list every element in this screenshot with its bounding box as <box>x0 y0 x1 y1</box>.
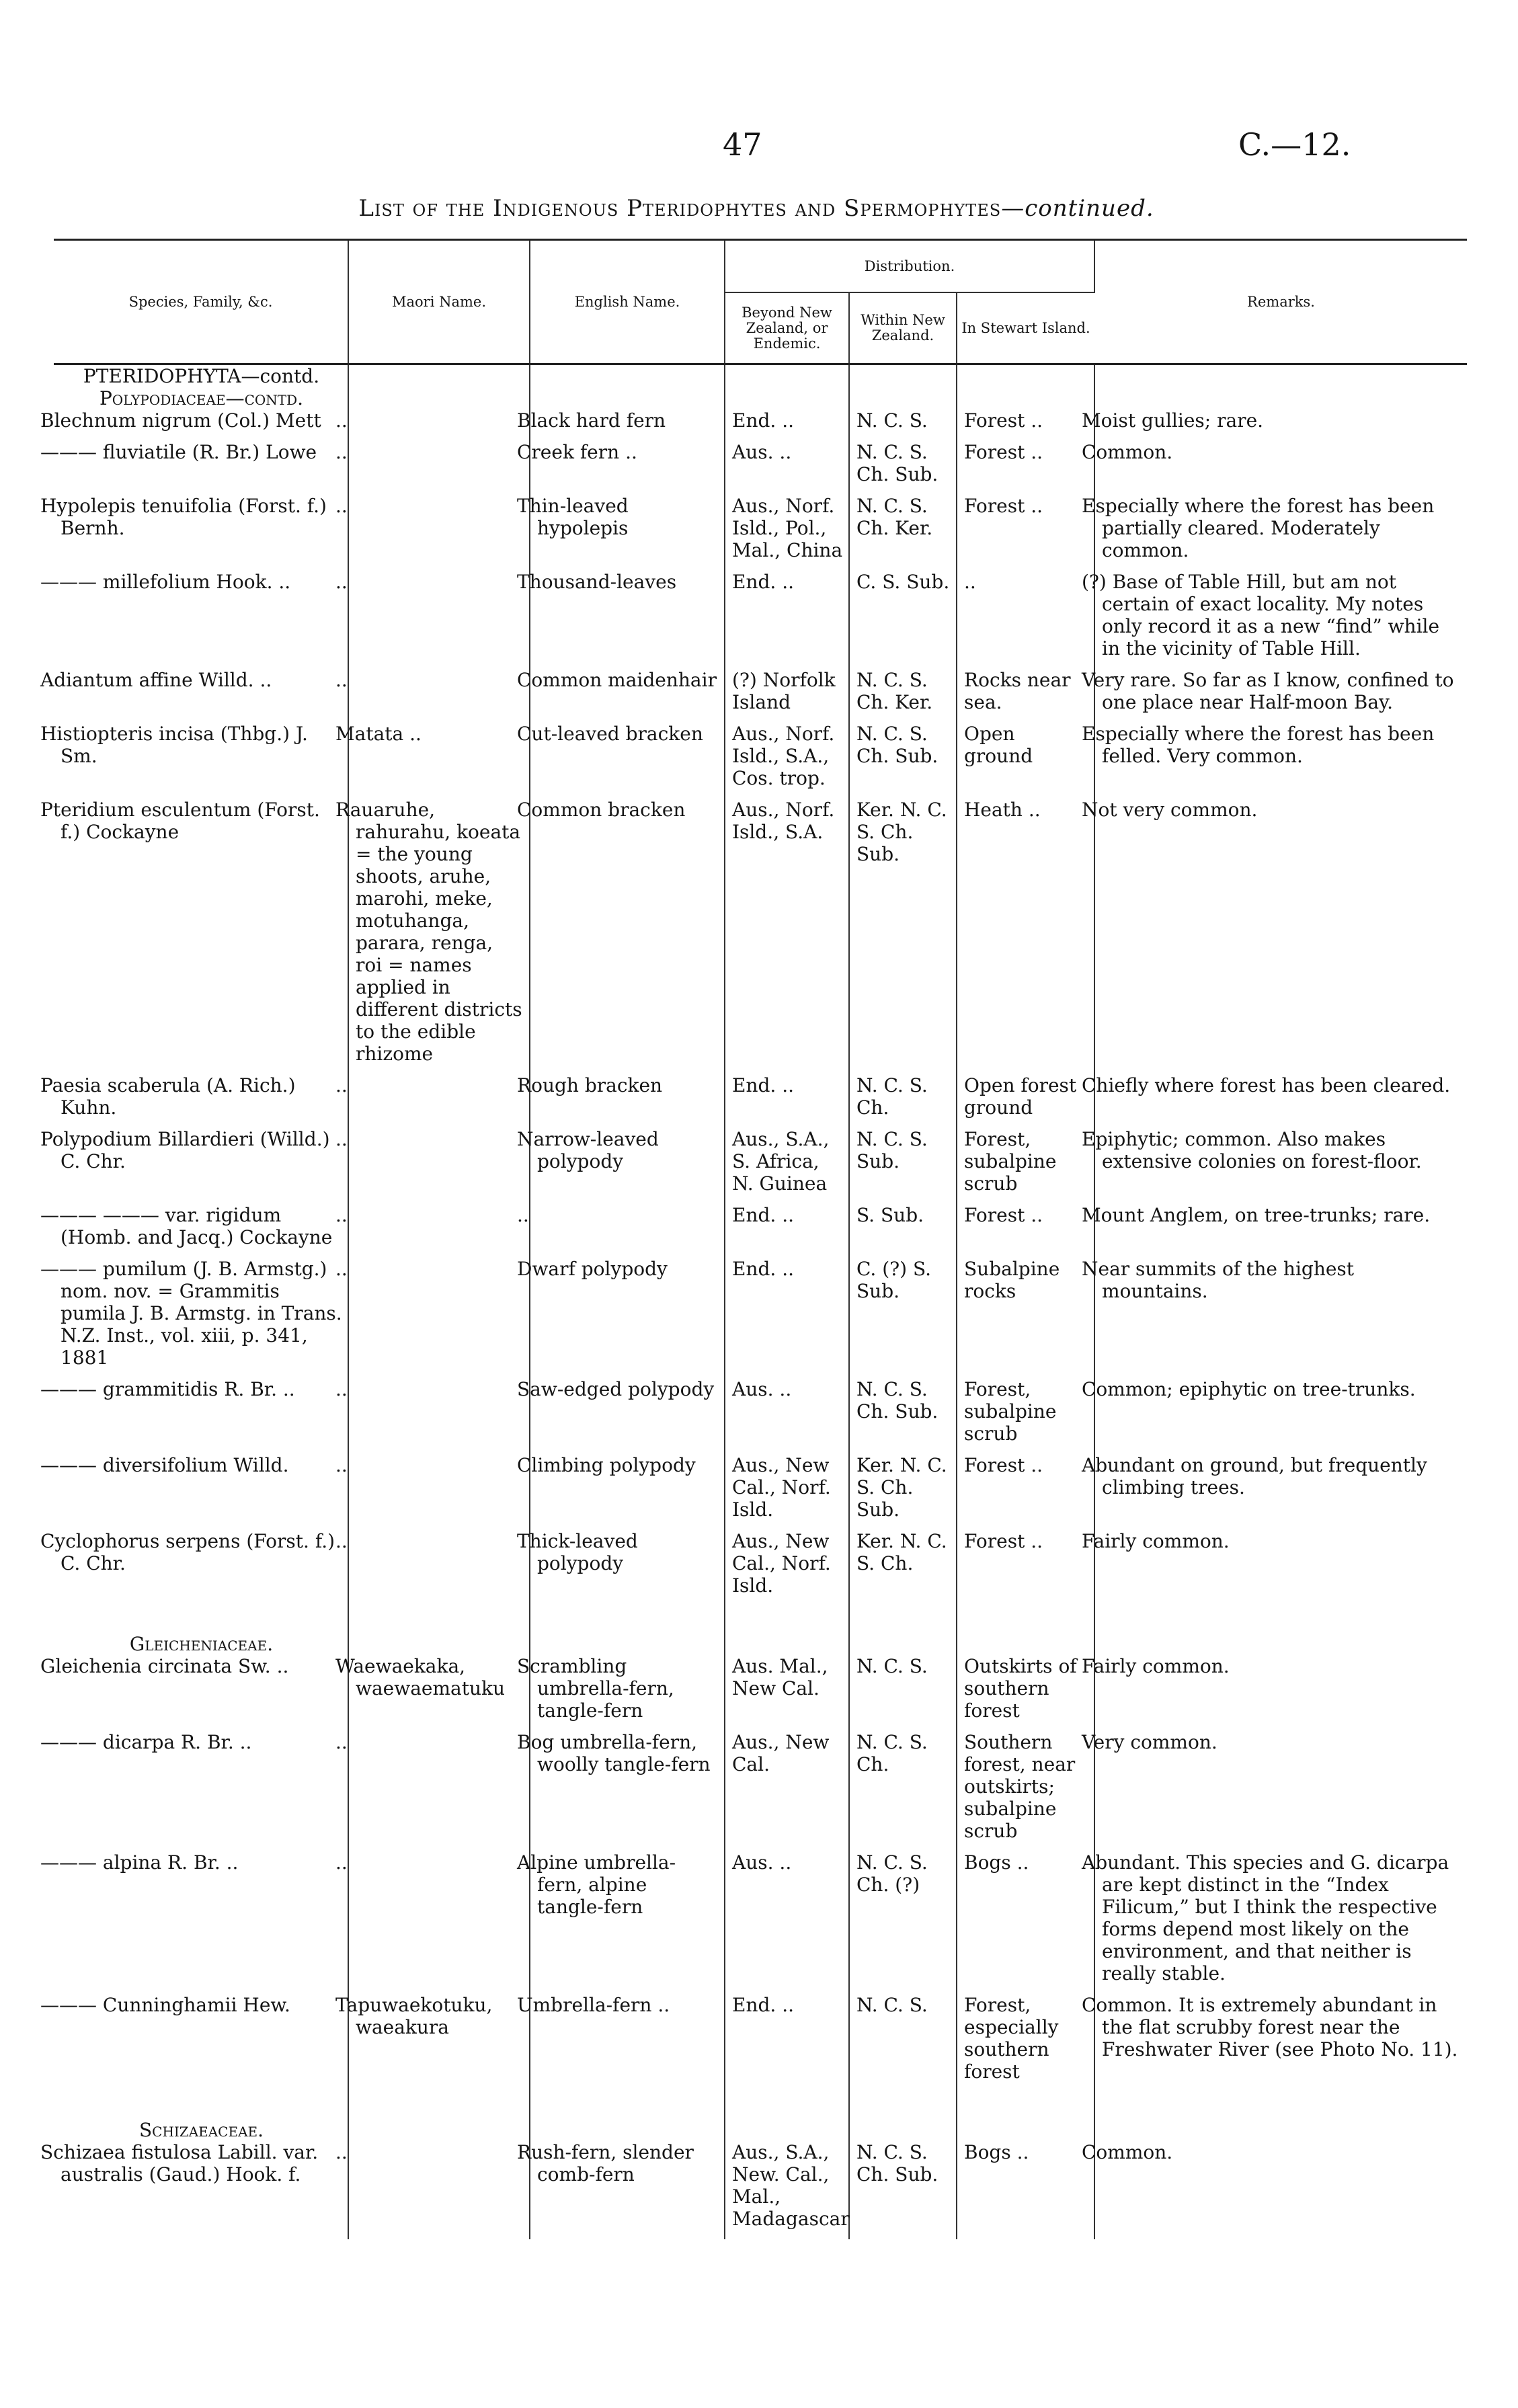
header-within: Within New Zealand. <box>849 292 957 364</box>
maori-name: Matata .. <box>348 723 530 789</box>
remarks: Mount Anglem, on tree-trunks; rare. <box>1082 1204 1431 1226</box>
table-row <box>54 571 1467 659</box>
maori-name: Waewaekaka, waewaematuku <box>348 1655 530 1722</box>
remarks: Common. <box>1082 441 1173 463</box>
distribution-beyond: Aus., Norf. Isld., S.A. <box>725 799 849 1065</box>
header-distribution: Distribution. <box>725 240 1094 293</box>
maori-name: .. <box>348 1258 530 1369</box>
remarks: Near summits of the highest mountains. <box>1082 1258 1355 1302</box>
remarks: Abundant on ground, but frequently climbing trees. <box>1082 1454 1427 1498</box>
report-reference: C.—12. <box>1238 126 1351 163</box>
distribution-beyond: Aus., Norf. Isld., S.A., Cos. trop. <box>725 723 849 789</box>
distribution-stewart: Forest .. <box>957 409 1094 432</box>
english-name: Climbing polypody <box>530 1454 725 1521</box>
maori-name: .. <box>348 1530 530 1597</box>
maori-name: .. <box>348 1851 530 1984</box>
distribution-within: N. C. S. Ch. Ker. <box>849 495 957 561</box>
remarks: Especially where the forest has been felled. Very common. <box>1082 723 1435 767</box>
distribution-beyond: Aus., S.A., S. Africa, N. Guinea <box>725 1128 849 1195</box>
distribution-within: Ker. N. C. S. Ch. Sub. <box>849 1454 957 1521</box>
distribution-stewart: Forest, subalpine scrub <box>957 1378 1094 1445</box>
distribution-stewart: .. <box>957 571 1094 659</box>
header-species: Species, Family, &c. <box>54 240 348 364</box>
table-row <box>54 1994 1467 2083</box>
distribution-beyond: End. .. <box>725 1204 849 1248</box>
english-name: Cut-leaved bracken <box>530 723 725 789</box>
distribution-stewart: Forest .. <box>957 441 1094 485</box>
english-name: Saw-edged polypody <box>530 1378 725 1445</box>
remarks: Abundant. This species and G. dicarpa are kept distinct in the “Index Filicum,” but I think the respective forms depend most likely on the environment, and that neither is really stable. <box>1082 1851 1449 1984</box>
distribution-beyond: End. .. <box>725 571 849 659</box>
maori-name: .. <box>348 1074 530 1119</box>
distribution-stewart: Bogs .. <box>957 2141 1094 2230</box>
table-body <box>40 364 1467 2240</box>
table-row <box>54 669 1467 713</box>
maori-name: .. <box>348 1731 530 1842</box>
distribution-within: S. Sub. <box>849 1204 957 1248</box>
remarks: Moist gullies; rare. <box>1082 409 1264 432</box>
english-name: Rough bracken <box>530 1074 725 1119</box>
english-name: Creek fern .. <box>530 441 725 485</box>
distribution-stewart: Heath .. <box>957 799 1094 1065</box>
distribution-within: C. S. Sub. <box>849 571 957 659</box>
distribution-stewart: Forest .. <box>957 495 1094 561</box>
species-name: Gleichenia circinata Sw. .. <box>54 1655 348 1722</box>
species-table <box>40 239 1467 2239</box>
distribution-within: C. (?) S. Sub. <box>849 1258 957 1369</box>
distribution-beyond: Aus., New Cal., Norf. Isld. <box>725 1454 849 1521</box>
maori-name: .. <box>348 1454 530 1521</box>
maori-name: .. <box>348 1378 530 1445</box>
distribution-beyond: End. .. <box>725 1258 849 1369</box>
english-name: Thick-leaved polypody <box>530 1530 725 1597</box>
distribution-stewart: Open forest ground <box>957 1074 1094 1119</box>
species-name: ——— millefolium Hook. .. <box>54 571 348 659</box>
page-number: 47 <box>723 126 762 163</box>
maori-name: .. <box>348 409 530 432</box>
english-name: Common bracken <box>530 799 725 1065</box>
species-name: ——— alpina R. Br. .. <box>54 1851 348 1984</box>
distribution-beyond: End. .. <box>725 409 849 432</box>
maori-name: .. <box>348 571 530 659</box>
page-title: List of the Indigenous Pteridophytes and Spermophytes—continued. <box>358 195 1154 222</box>
distribution-stewart: Outskirts of southern forest <box>957 1655 1094 1722</box>
species-name: ——— grammitidis R. Br. .. <box>54 1378 348 1445</box>
distribution-stewart: Bogs .. <box>957 1851 1094 1984</box>
species-name: Hypolepis tenuifolia (Forst. f.) Bernh. <box>54 495 348 561</box>
distribution-beyond: Aus., New Cal., Norf. Isld. <box>725 1530 849 1597</box>
distribution-within: N. C. S. <box>849 1655 957 1722</box>
english-name: Bog umbrella-fern, woolly tangle-fern <box>530 1731 725 1842</box>
table-row <box>54 1454 1467 1521</box>
distribution-stewart: Forest .. <box>957 1454 1094 1521</box>
distribution-within: Ker. N. C. S. Ch. <box>849 1530 957 1597</box>
maori-name: .. <box>348 1128 530 1195</box>
table-row <box>54 723 1467 789</box>
english-name: .. <box>530 1204 725 1248</box>
remarks: Very rare. So far as I know, confined to one place near Half-moon Bay. <box>1082 669 1454 713</box>
distribution-within: N. C. S. Ch. Sub. <box>849 1378 957 1445</box>
table-row <box>54 1074 1467 1119</box>
species-name: Polypodium Billardieri (Willd.) C. Chr. <box>54 1128 348 1195</box>
remarks: Common. It is extremely abundant in the flat scrubby forest near the Freshwater River (see Photo No. 11). <box>1082 1994 1458 2060</box>
table-row <box>54 1851 1467 1984</box>
distribution-within: N. C. S. <box>849 409 957 432</box>
distribution-within: N. C. S. <box>849 1994 957 2083</box>
table-row <box>54 2141 1467 2230</box>
species-name: Pteridium esculentum (Forst. f.) Cockayne <box>54 799 348 1065</box>
remarks: (?) Base of Table Hill, but am not certain of exact locality. My notes only record it as a new “find” while in the vicinity of Table Hill. <box>1082 571 1440 659</box>
remarks: Common; epiphytic on tree-trunks. <box>1082 1378 1416 1400</box>
distribution-within: N. C. S. Ch. Sub. <box>849 723 957 789</box>
family-heading: Polypodiaceae—contd. <box>54 387 348 409</box>
header-maori: Maori Name. <box>348 240 530 364</box>
english-name: Dwarf polypody <box>530 1258 725 1369</box>
table-row <box>54 1128 1467 1195</box>
distribution-beyond: End. .. <box>725 1994 849 2083</box>
english-name: Black hard fern <box>530 409 725 432</box>
table-row <box>54 441 1467 485</box>
species-name: Adiantum affine Willd. .. <box>54 669 348 713</box>
family-heading: Schizaeaceae. <box>54 2119 348 2141</box>
distribution-within: Ker. N. C. S. Ch. Sub. <box>849 799 957 1065</box>
distribution-stewart: Forest, especially southern forest <box>957 1994 1094 2083</box>
table-row <box>54 495 1467 561</box>
maori-name: .. <box>348 495 530 561</box>
distribution-stewart: Forest, subalpine scrub <box>957 1128 1094 1195</box>
species-name: Schizaea fistulosa Labill. var. australis (Gaud.) Hook. f. <box>54 2141 348 2230</box>
table-row <box>54 1204 1467 1248</box>
distribution-within: N. C. S. Ch. Sub. <box>849 441 957 485</box>
distribution-beyond: Aus., New Cal. <box>725 1731 849 1842</box>
distribution-stewart: Forest .. <box>957 1204 1094 1248</box>
remarks: Epiphytic; common. Also makes extensive colonies on forest-floor. <box>1082 1128 1422 1172</box>
english-name: Umbrella-fern .. <box>530 1994 725 2083</box>
table-row <box>54 1655 1467 1722</box>
distribution-beyond: Aus. .. <box>725 1378 849 1445</box>
distribution-stewart: Forest .. <box>957 1530 1094 1597</box>
english-name: Narrow-leaved polypody <box>530 1128 725 1195</box>
species-name: Cyclophorus serpens (Forst. f.) C. Chr. <box>54 1530 348 1597</box>
header-english: English Name. <box>530 240 725 364</box>
species-name: Histiopteris incisa (Thbg.) J. Sm. <box>54 723 348 789</box>
maori-name: .. <box>348 1204 530 1248</box>
table-row <box>54 1378 1467 1445</box>
english-name: Rush-fern, slender comb-fern <box>530 2141 725 2230</box>
distribution-beyond: Aus. .. <box>725 441 849 485</box>
species-name: Blechnum nigrum (Col.) Mett <box>54 409 348 432</box>
remarks: Not very common. <box>1082 799 1258 821</box>
distribution-beyond: End. .. <box>725 1074 849 1119</box>
remarks: Very common. <box>1082 1731 1217 1753</box>
remarks: Fairly common. <box>1082 1530 1230 1552</box>
species-name: ——— pumilum (J. B. Armstg.) nom. nov. = Grammitis pumila J. B. Armstg. in Trans. N.Z. Inst., vol. xiii, p. 341, 1881 <box>54 1258 348 1369</box>
header-beyond: Beyond New Zealand, or Endemic. <box>725 292 849 364</box>
remarks: Common. <box>1082 2141 1173 2163</box>
species-name: ——— fluviatile (R. Br.) Lowe <box>54 441 348 485</box>
english-name: Thin-leaved hypolepis <box>530 495 725 561</box>
distribution-within: N. C. S. Ch. Sub. <box>849 2141 957 2230</box>
distribution-stewart: Subalpine rocks <box>957 1258 1094 1369</box>
distribution-stewart: Rocks near sea. <box>957 669 1094 713</box>
division-heading: PTERIDOPHYTA—contd. <box>54 364 348 388</box>
table-row <box>54 799 1467 1065</box>
table-row <box>54 1258 1467 1369</box>
table-row <box>54 1530 1467 1597</box>
distribution-stewart: Open ground <box>957 723 1094 789</box>
distribution-beyond: Aus., Norf. Isld., Pol., Mal., China <box>725 495 849 561</box>
english-name: Common maidenhair <box>530 669 725 713</box>
maori-name: Tapuwaekotuku, waeakura <box>348 1994 530 2083</box>
distribution-within: N. C. S. Ch. Ker. <box>849 669 957 713</box>
table-row <box>54 409 1467 432</box>
distribution-within: N. C. S. Ch. <box>849 1074 957 1119</box>
remarks: Especially where the forest has been partially cleared. Moderately common. <box>1082 495 1435 561</box>
english-name: Thousand-leaves <box>530 571 725 659</box>
distribution-within: N. C. S. Sub. <box>849 1128 957 1195</box>
header-stewart: In Stewart Island. <box>961 319 1090 336</box>
family-heading: Gleicheniaceae. <box>54 1633 348 1655</box>
english-name: Alpine umbrella-fern, alpine tangle-fern <box>530 1851 725 1984</box>
remarks: Chiefly where forest has been cleared. <box>1082 1074 1451 1096</box>
species-name: ——— diversifolium Willd. <box>54 1454 348 1521</box>
distribution-within: N. C. S. Ch. <box>849 1731 957 1842</box>
distribution-stewart: Southern forest, near outskirts; subalpine scrub <box>957 1731 1094 1842</box>
distribution-beyond: Aus. .. <box>725 1851 849 1984</box>
remarks: Fairly common. <box>1082 1655 1230 1677</box>
species-name: ——— ——— var. rigidum (Homb. and Jacq.) Cockayne <box>54 1204 348 1248</box>
distribution-beyond: Aus., S.A., New. Cal., Mal., Madagascar <box>725 2141 849 2230</box>
maori-name: .. <box>348 2141 530 2230</box>
species-name: Paesia scaberula (A. Rich.) Kuhn. <box>54 1074 348 1119</box>
distribution-beyond: Aus. Mal., New Cal. <box>725 1655 849 1722</box>
table-row <box>54 1731 1467 1842</box>
maori-name: .. <box>348 669 530 713</box>
species-name: ——— Cunninghamii Hew. <box>54 1994 348 2083</box>
species-name: ——— dicarpa R. Br. .. <box>54 1731 348 1842</box>
maori-name: Rauaruhe, rahurahu, koeata = the young shoots, aruhe, marohi, meke, motuhanga, parara, renga, roi = names applied in different districts to the edible rhizome <box>348 799 530 1065</box>
distribution-beyond: (?) Norfolk Island <box>725 669 849 713</box>
header-remarks: Remarks. <box>1094 240 1467 364</box>
distribution-within: N. C. S. Ch. (?) <box>849 1851 957 1984</box>
maori-name: .. <box>348 441 530 485</box>
english-name: Scrambling umbrella-fern, tangle-fern <box>530 1655 725 1722</box>
